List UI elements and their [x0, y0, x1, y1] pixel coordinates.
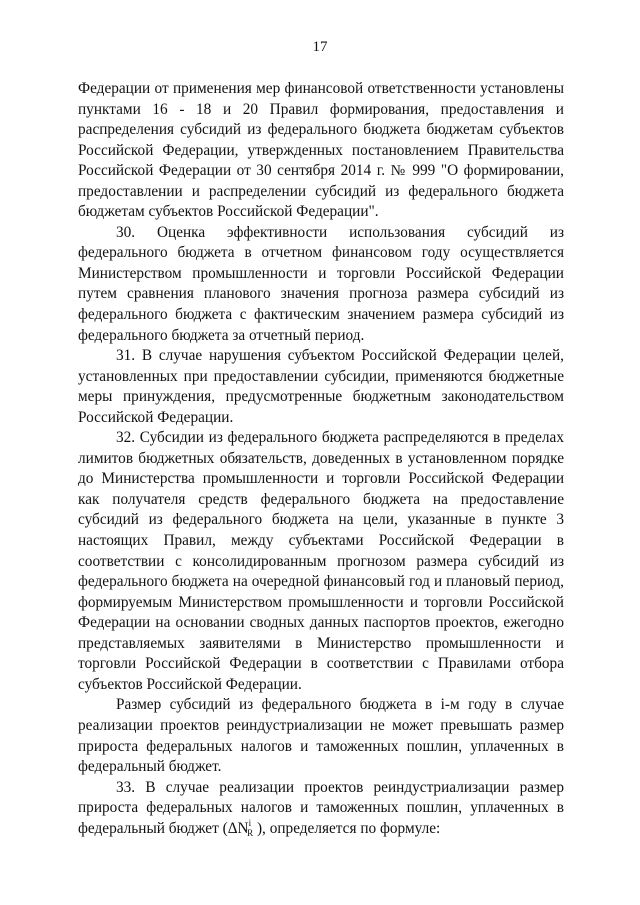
- paragraph-33-ending: ), определяется по формуле:: [253, 819, 441, 837]
- paragraph-32: 32. Субсидии из федерального бюджета распределяются в пределах лимитов бюджетных обязательств, доведенных в установленном порядке до Министерства промышленности и торговли Российской Федерации как получателя средств федерального бюджета на предоставление субсидий из федерального бюджета на цели, указанные в пункте 3 настоящих Правил, между субъектами Российской Федерации в соответствии с консолидированным прогнозом размера субсидий из федерального бюджета на очередной финансовый год и плановый период, формируемым Министерством промышленности и торговли Российской Федерации на основании сводных данных паспортов проектов, ежегодно представляемых заявителями в Министерство промышленности и торговли Российской Федерации в соответствии с Правилами отбора субъектов Российской Федерации.: [78, 429, 564, 693]
- paragraph-33-text: 33. В случае реализации проектов реиндустриализации размер прироста федеральных налогов и таможенных пошлин, уплаченных в федеральный бюджет (: [78, 778, 564, 837]
- delta-n-symbol: [227, 817, 254, 838]
- paragraph-30: 30. Оценка эффективности использования субсидий из федерального бюджета в отчетном финансовом году осуществляется Министерством промышленности и торговли Российской Федерации путем сравнения планового значения прогноза размера субсидий из федерального бюджета с фактическим значением размера субсидий из федерального бюджета за отчетный период.: [78, 223, 564, 344]
- paragraph-subsidy-limit: Размер субсидий из федерального бюджета в i-м году в случае реализации проектов реиндустриализации не может превышать размер прироста федеральных налогов и таможенных пошлин, уплаченных в федеральный бюджет.: [78, 696, 564, 776]
- delta-n-superscript: i: [248, 817, 252, 828]
- paragraph-continuation: Федерации от применения мер финансовой ответственности установлены пунктами 16 - 18 и 20 Правил формирования, предоставления и распределения субсидий из федерального бюджета бюджетам субъектов Российской Федерации, утвержденных постановлением Правительства Российской Федерации от 30 сентября 2014 г. № 999 "О формировании, предоставлении и распределении субсидий из федерального бюджета бюджетам субъектов Российской Федерации".: [78, 80, 564, 221]
- document-body: [78, 79, 564, 839]
- paragraph-33: [78, 778, 564, 840]
- paragraph-31: 31. В случае нарушения субъектом Российской Федерации целей, установленных при предоставлении субсидии, применяются бюджетные меры принуждения, предусмотренные бюджетным законодательством Российской Федерации.: [78, 347, 564, 426]
- delta-n-base: ΔN: [227, 819, 249, 837]
- page-number: 17: [312, 39, 328, 55]
- delta-n-subscript: R: [247, 827, 254, 838]
